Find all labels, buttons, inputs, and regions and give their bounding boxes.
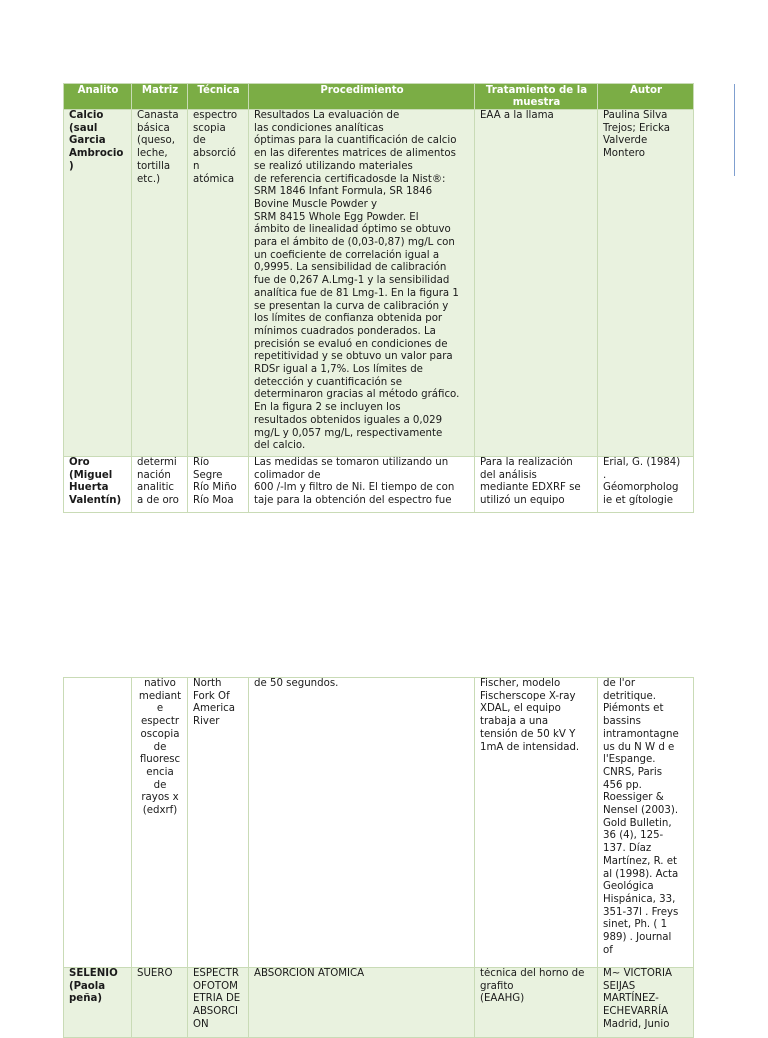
analysis-table-part-1 (63, 83, 694, 513)
cell-autor: M~ VICTORIA SEIJAS MARTÍNEZ- ECHEVARRÍA Madrid, Junio (598, 968, 694, 1038)
analysis-table-part-2 (63, 677, 694, 1038)
cell-matriz: Canasta básica (queso, leche, tortilla etc.) (132, 110, 188, 457)
cell-analito: Oro (Miguel Huerta Valentín) (64, 457, 132, 513)
cell-procedimiento: ABSORCION ATOMICA (249, 968, 475, 1038)
header-autor: Autor (598, 84, 694, 110)
cell-tecnica: ESPECTR OFOTOM ETRIA DE ABSORCI ON (188, 968, 249, 1038)
cell-tecnica: North Fork Of America River (188, 678, 249, 968)
header-tratamiento: Tratamiento de la muestra (475, 84, 598, 110)
margin-line (734, 84, 735, 176)
header-procedimiento: Procedimiento (249, 84, 475, 110)
table-row (64, 678, 694, 968)
cell-autor: Paulina Silva Trejos; Ericka Valverde Montero (598, 110, 694, 457)
table-row (64, 968, 694, 1038)
table-row (64, 110, 694, 457)
cell-tratamiento: EAA a la llama (475, 110, 598, 457)
header-analito: Analito (64, 84, 132, 110)
header-matriz: Matriz (132, 84, 188, 110)
cell-procedimiento: de 50 segundos. (249, 678, 475, 968)
cell-tecnica: espectro scopia de absorció n atómica (188, 110, 249, 457)
cell-matriz: nativo mediant e espectr oscopia de fluoresc encia de rayos x (edxrf) (132, 678, 188, 968)
cell-tratamiento: Fischer, modelo Fischerscope X-ray XDAL, el equipo trabaja a una tensión de 50 kV Y 1mA de intensidad. (475, 678, 598, 968)
cell-tecnica: Río Segre Río Miño Río Moa (188, 457, 249, 513)
cell-analito (64, 678, 132, 968)
cell-procedimiento: Resultados La evaluación de las condiciones analíticas óptimas para la cuantificación de calcio en las diferentes matrices de alimentos se realizó utilizando materiales de referencia certificadosde la Nist®: SRM 1846 Infant Formula, SR 1846 Bovine Muscle Powder y SRM 8415 Whole Egg Powder. El ámbito de linealidad óptimo se obtuvo para el ámbito de (0,03-0,87) mg/L con un coeficiente de correlación igual a 0,9995. La sensibilidad de calibración fue de 0,267 A.Lmg-1 y la sensibilidad analítica fue de 81 Lmg-1. En la figura 1 se presentan la curva de calibración y los límites de confianza obtenida por mínimos cuadrados ponderados. La precisión se evaluó en condiciones de repetitividad y se obtuvo un valor para RDSr igual a 1,7%. Los límites de detección y cuantificación se determinaron gracias al método gráfico. En la figura 2 se incluyen los resultados obtenidos iguales a 0,029 mg/L y 0,057 mg/L, respectivamente del calcio. (249, 110, 475, 457)
table-header-row (64, 84, 694, 110)
cell-procedimiento: Las medidas se tomaron utilizando un colimador de 600 /-lm y filtro de Ni. El tiempo de con taje para la obtención del espectro fue (249, 457, 475, 513)
cell-matriz: SUERO (132, 968, 188, 1038)
cell-matriz: determi nación analitic a de oro (132, 457, 188, 513)
cell-analito: Calcio (saul Garcia Ambrocio ) (64, 110, 132, 457)
table-row (64, 457, 694, 513)
cell-autor: de l'or detritique. Piémonts et bassins intramontagne us du N W d e l'Espange. CNRS, Paris 456 pp. Roessiger & Nensel (2003). Gold Bulletin, 36 (4), 125- 137. Díaz Martínez, R. et al (1998). Acta Geológica Hispánica, 33, 351-37l . Freys sinet, Ph. ( 1 989) . Journal of (598, 678, 694, 968)
cell-analito: SELENIO (Paola peña) (64, 968, 132, 1038)
cell-tratamiento: técnica del horno de grafito (EAAHG) (475, 968, 598, 1038)
cell-tratamiento: Para la realización del análisis mediante EDXRF se utilizó un equipo (475, 457, 598, 513)
header-tecnica: Técnica (188, 84, 249, 110)
cell-autor: Erial, G. (1984) . Géomorpholog ie et gítologie (598, 457, 694, 513)
